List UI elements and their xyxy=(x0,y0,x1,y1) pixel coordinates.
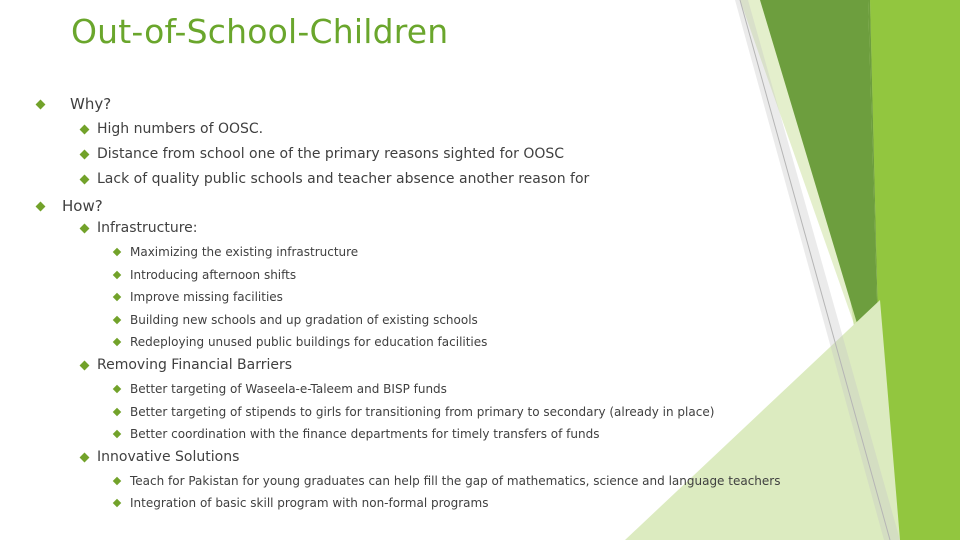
diamond-bullet-icon xyxy=(113,385,121,393)
diamond-bullet-icon xyxy=(113,338,121,346)
diamond-bullet-icon xyxy=(80,124,90,134)
bullet-text: Removing Financial Barriers xyxy=(97,357,293,373)
diamond-bullet-icon xyxy=(113,499,121,507)
bullet-text: How? xyxy=(62,197,103,215)
bullet-infrastructure-item xyxy=(114,335,487,349)
bullet-text: Better targeting of Waseela-e-Taleem and BISP funds xyxy=(130,382,447,396)
bullet-why xyxy=(37,95,111,113)
bullet-financial-item xyxy=(114,405,714,419)
bullet-text: Introducing afternoon shifts xyxy=(130,268,297,282)
diamond-bullet-icon xyxy=(113,248,121,256)
bullet-text: Building new schools and up gradation of existing schools xyxy=(130,313,478,327)
diamond-bullet-icon xyxy=(113,477,121,485)
bullet-why-item xyxy=(81,121,263,137)
diamond-bullet-icon xyxy=(113,316,121,324)
bullet-text: Lack of quality public schools and teacher absence another reason for xyxy=(97,171,590,187)
bullet-text: Distance from school one of the primary reasons sighted for OOSC xyxy=(97,146,565,162)
bullet-text: Maximizing the existing infrastructure xyxy=(130,245,359,259)
diamond-bullet-icon xyxy=(80,174,90,184)
bullet-text: High numbers of OOSC. xyxy=(97,121,264,137)
bullet-text: Why? xyxy=(70,95,112,113)
bullet-infrastructure-item xyxy=(114,290,283,304)
diamond-bullet-icon xyxy=(113,430,121,438)
bullet-infrastructure-item xyxy=(114,313,478,327)
diamond-bullet-icon xyxy=(113,408,121,416)
bullet-infrastructure xyxy=(81,220,198,236)
diamond-bullet-icon xyxy=(80,223,90,233)
bullet-text: Teach for Pakistan for young graduates can help fill the gap of mathematics, science and language teachers xyxy=(130,474,781,488)
bullet-innovative-item xyxy=(114,496,488,510)
bullet-financial xyxy=(81,357,292,373)
bullet-financial-item xyxy=(114,382,447,396)
bullet-text: Improve missing facilities xyxy=(130,290,283,304)
diamond-bullet-icon xyxy=(36,99,46,109)
diamond-bullet-icon xyxy=(80,452,90,462)
diamond-bullet-icon xyxy=(80,360,90,370)
bullet-text: Better targeting of stipends to girls for transitioning from primary to secondary (already in place) xyxy=(130,405,715,419)
bullet-text: Redeploying unused public buildings for education facilities xyxy=(130,335,488,349)
bullet-text: Better coordination with the finance departments for timely transfers of funds xyxy=(130,427,600,441)
bullet-innovative-item xyxy=(114,474,780,488)
bullet-infrastructure-item xyxy=(114,268,296,282)
diamond-bullet-icon xyxy=(113,293,121,301)
diamond-bullet-icon xyxy=(113,271,121,279)
diamond-bullet-icon xyxy=(36,201,46,211)
bullet-text: Innovative Solutions xyxy=(97,449,240,465)
bullet-how xyxy=(37,197,103,215)
diamond-bullet-icon xyxy=(80,149,90,159)
bullet-text: Integration of basic skill program with non-formal programs xyxy=(130,496,489,510)
bullet-text: Infrastructure: xyxy=(97,220,198,236)
bullet-infrastructure-item xyxy=(114,245,358,259)
bullet-why-item xyxy=(81,146,564,162)
page-title: Out-of-School-Children xyxy=(71,12,449,51)
bullet-financial-item xyxy=(114,427,599,441)
bullet-why-item xyxy=(81,171,589,187)
bullet-innovative xyxy=(81,449,239,465)
